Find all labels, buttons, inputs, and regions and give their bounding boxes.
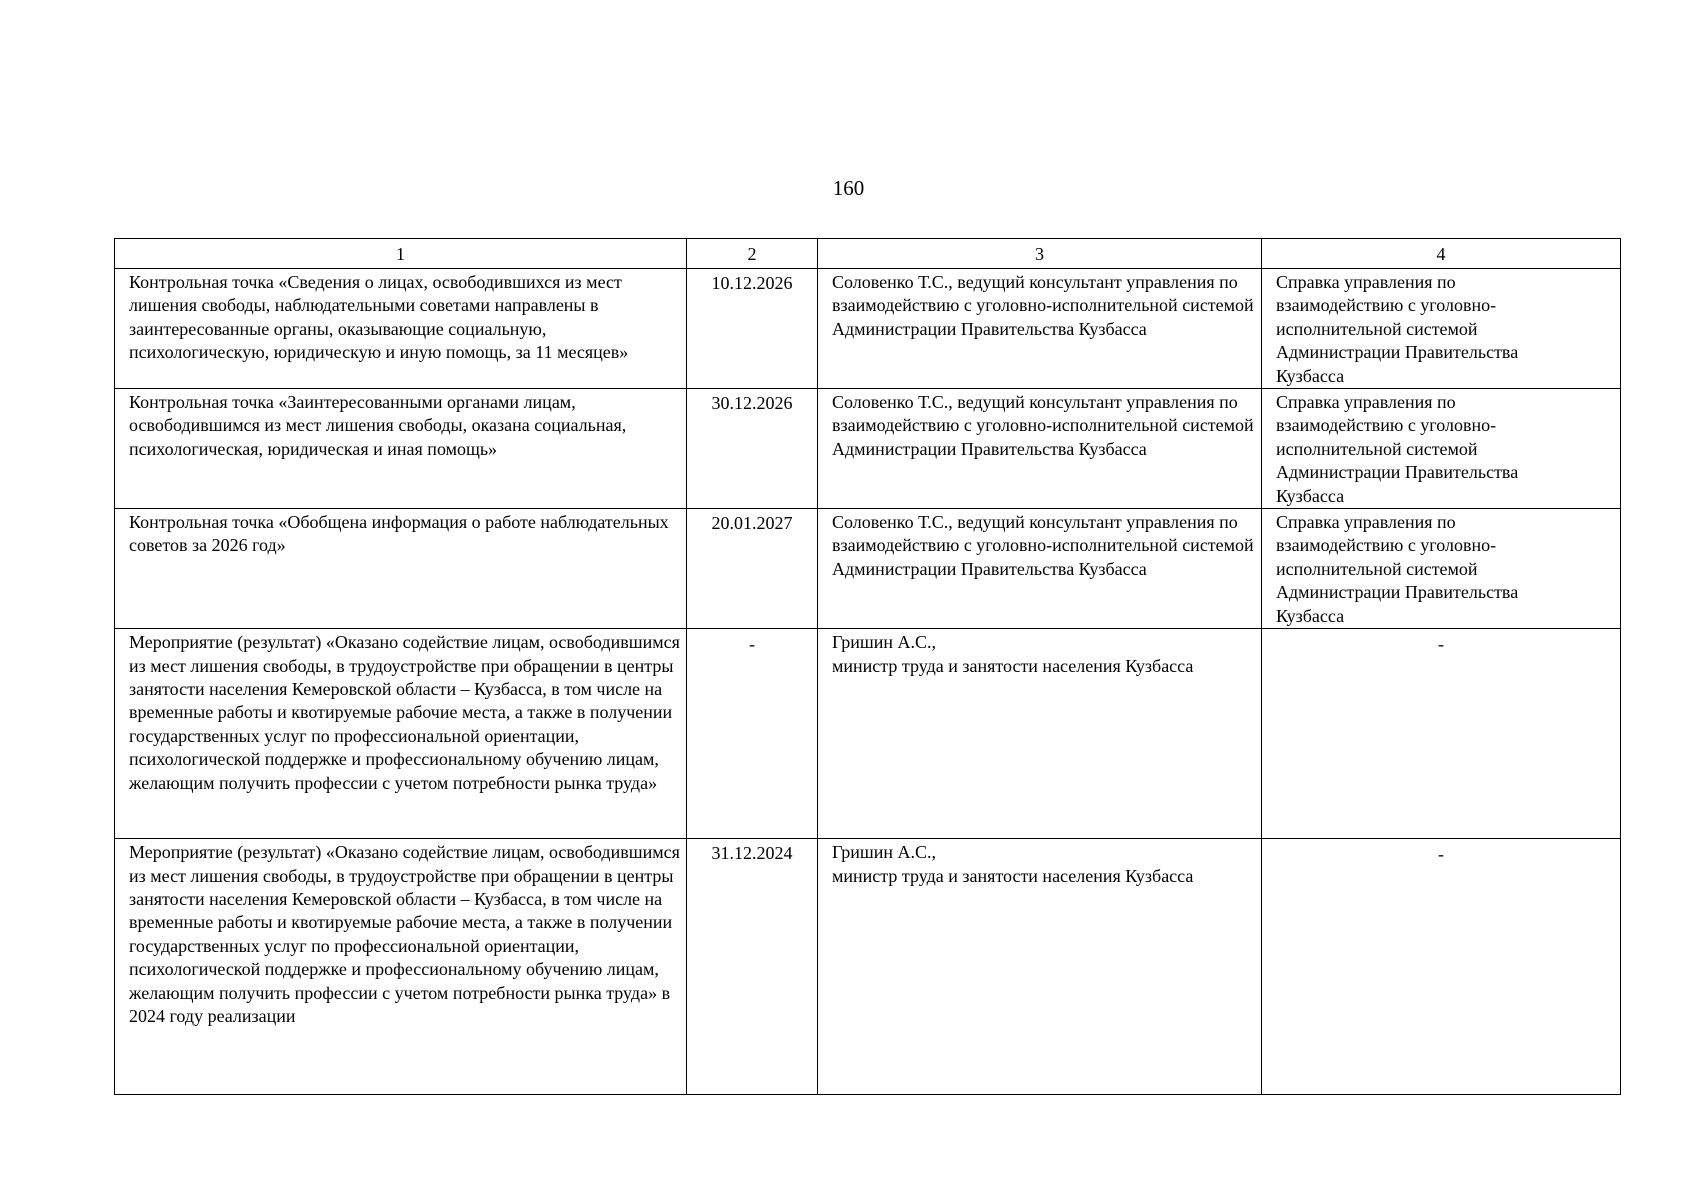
date-cell: -	[687, 629, 818, 839]
column-header-4: 4	[1262, 239, 1621, 269]
event-cell: Контрольная точка «Заинтересованными органами лицам, освободившимся из мест лишения свободы, оказана социальная, психологическая, юридическая и иная помощь»	[115, 389, 687, 509]
responsible-cell: Соловенко Т.С., ведущий консультант управления по взаимодействию с уголовно-исполнительной системой Администрации Правительства Кузбасса	[818, 509, 1262, 629]
column-header-3: 3	[818, 239, 1262, 269]
responsible-cell: Соловенко Т.С., ведущий консультант управления по взаимодействию с уголовно-исполнительной системой Администрации Правительства Кузбасса	[818, 269, 1262, 389]
event-cell: Мероприятие (результат) «Оказано содействие лицам, освободившимся из мест лишения свободы, в трудоустройстве при обращении в центры занятости населения Кемеровской области – Кузбасса, в том числе на временные работы и квотируемые рабочие места, а также в получении государственных услуг по профессиональной ориентации, психологической поддержке и профессиональному обучению лицам, желающим получить профессии с учетом потребности рынка труда»	[115, 629, 687, 839]
table-row	[115, 389, 1621, 509]
date-cell: 31.12.2024	[687, 839, 818, 1095]
table-body	[115, 269, 1621, 1095]
event-cell: Контрольная точка «Обобщена информация о работе наблюдательных советов за 2026 год»	[115, 509, 687, 629]
table-header	[115, 239, 1621, 269]
table-row	[115, 269, 1621, 389]
column-header-2: 2	[687, 239, 818, 269]
document-cell: -	[1262, 839, 1621, 1095]
table-row	[115, 629, 1621, 839]
document-cell: Справка управления по взаимодействию с уголовно-исполнительной системой Администрации Правительства Кузбасса	[1262, 269, 1621, 389]
page-number: 160	[832, 176, 865, 200]
header-row	[115, 239, 1621, 269]
responsible-cell: Гришин А.С., министр труда и занятости населения Кузбасса	[818, 839, 1262, 1095]
date-cell: 30.12.2026	[687, 389, 818, 509]
document-cell: -	[1262, 629, 1621, 839]
event-cell: Мероприятие (результат) «Оказано содействие лицам, освободившимся из мест лишения свободы, в трудоустройстве при обращении в центры занятости населения Кемеровской области – Кузбасса, в том числе на временные работы и квотируемые рабочие места, а также в получении государственных услуг по профессиональной ориентации, психологической поддержке и профессиональному обучению лицам, желающим получить профессии с учетом потребности рынка труда» в 2024 году реализации	[115, 839, 687, 1095]
responsible-cell: Гришин А.С., министр труда и занятости населения Кузбасса	[818, 629, 1262, 839]
document-cell: Справка управления по взаимодействию с уголовно-исполнительной системой Администрации Правительства Кузбасса	[1262, 389, 1621, 509]
responsible-cell: Соловенко Т.С., ведущий консультант управления по взаимодействию с уголовно-исполнительной системой Администрации Правительства Кузбасса	[818, 389, 1262, 509]
date-cell: 20.01.2027	[687, 509, 818, 629]
column-header-1: 1	[115, 239, 687, 269]
date-cell: 10.12.2026	[687, 269, 818, 389]
table-row	[115, 839, 1621, 1095]
document-cell: Справка управления по взаимодействию с уголовно-исполнительной системой Администрации Правительства Кузбасса	[1262, 509, 1621, 629]
event-cell: Контрольная точка «Сведения о лицах, освободившихся из мест лишения свободы, наблюдательными советами направлены в заинтересованные органы, оказывающие социальную, психологическую, юридическую и иную помощь, за 11 месяцев»	[115, 269, 687, 389]
plan-table	[114, 238, 1621, 1095]
table-row	[115, 509, 1621, 629]
